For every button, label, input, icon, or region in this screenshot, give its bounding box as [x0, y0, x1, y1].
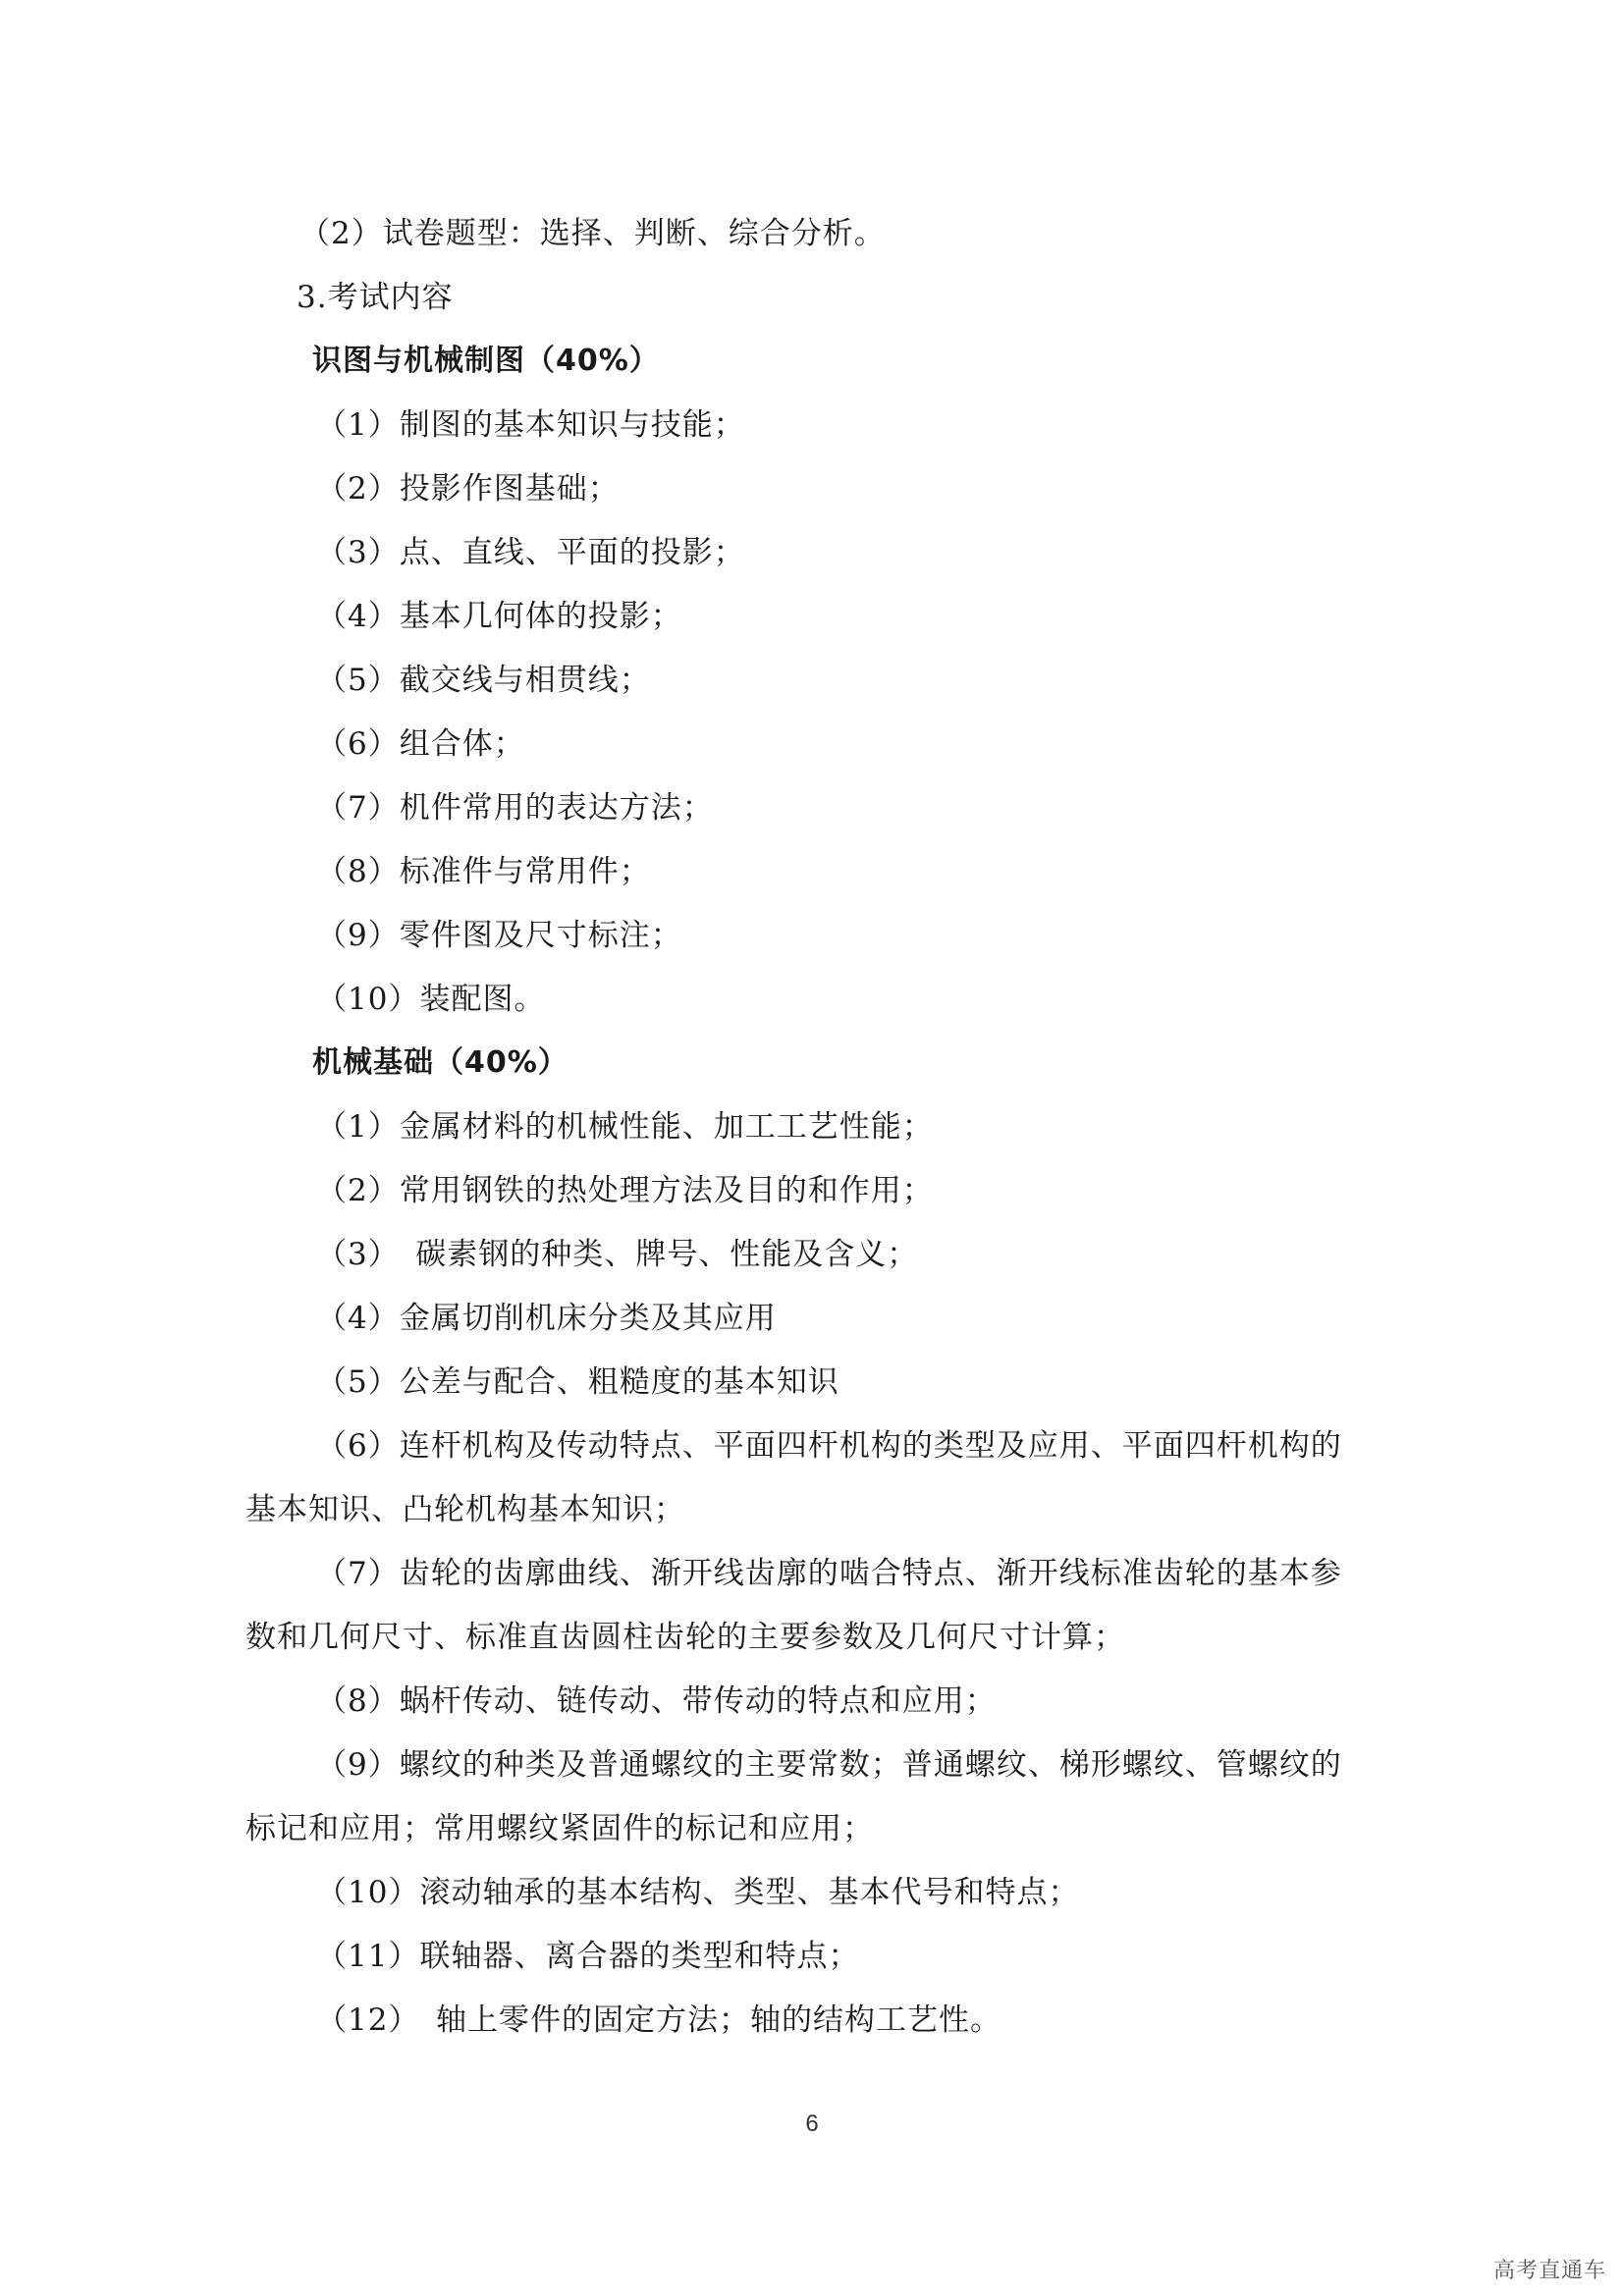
list-item: （6）组合体；	[316, 726, 525, 762]
list-item: （12） 轴上零件的固定方法；轴的结构工艺性。	[316, 2002, 1001, 2038]
subsection-heading: 机械基础（40%）	[312, 1045, 568, 1080]
list-item: （4）金属切削机床分类及其应用	[316, 1301, 777, 1336]
list-item: （3）点、直线、平面的投影；	[316, 535, 745, 570]
list-item: （5）公差与配合、粗糙度的基本知识	[316, 1364, 839, 1400]
watermark: 高考直通车	[1492, 2259, 1606, 2283]
list-item: （7）齿轮的齿廓曲线、渐开线齿廓的啮合特点、渐开线标准齿轮的基本参	[316, 1556, 1342, 1591]
list-item: （3） 碳素钢的种类、牌号、性能及含义；	[316, 1237, 919, 1272]
list-item-continuation: 数和几何尺寸、标准直齿圆柱齿轮的主要参数及几何尺寸计算；	[245, 1620, 1125, 1655]
list-item: （8）标准件与常用件；	[316, 854, 651, 889]
list-item: （11）联轴器、离合器的类型和特点；	[316, 1939, 860, 1974]
list-item-continuation: 基本知识、凸轮机构基本知识；	[245, 1492, 685, 1527]
list-item: （9）零件图及尺寸标注；	[316, 918, 682, 953]
list-item: （1）制图的基本知识与技能；	[316, 407, 745, 443]
list-item: （5）截交线与相贯线；	[316, 663, 651, 698]
list-item: （7）机件常用的表达方法；	[316, 790, 714, 826]
list-item: （1）金属材料的机械性能、加工工艺性能；	[316, 1109, 934, 1145]
list-item: （6）连杆机构及传动特点、平面四杆机构的类型及应用、平面四杆机构的	[316, 1428, 1342, 1464]
page-number: 6	[805, 2110, 819, 2137]
list-item: （2）常用钢铁的热处理方法及目的和作用；	[316, 1173, 934, 1208]
list-item: （9）螺纹的种类及普通螺纹的主要常数；普通螺纹、梯形螺纹、管螺纹的	[316, 1747, 1342, 1783]
list-item: （10）滚动轴承的基本结构、类型、基本代号和特点；	[316, 1875, 1080, 1910]
list-item: （8）蜗杆传动、链传动、带传动的特点和应用；	[316, 1683, 997, 1719]
list-item-continuation: 标记和应用；常用螺纹紧固件的标记和应用；	[245, 1811, 874, 1846]
list-item: （10）装配图。	[316, 982, 546, 1017]
text-line: （2）试卷题型：选择、判断、综合分析。	[299, 216, 886, 251]
list-item: （4）基本几何体的投影；	[316, 599, 682, 634]
section-heading: 3.考试内容	[297, 280, 454, 315]
subsection-heading: 识图与机械制图（40%）	[312, 344, 660, 378]
list-item: （2）投影作图基础；	[316, 471, 620, 507]
